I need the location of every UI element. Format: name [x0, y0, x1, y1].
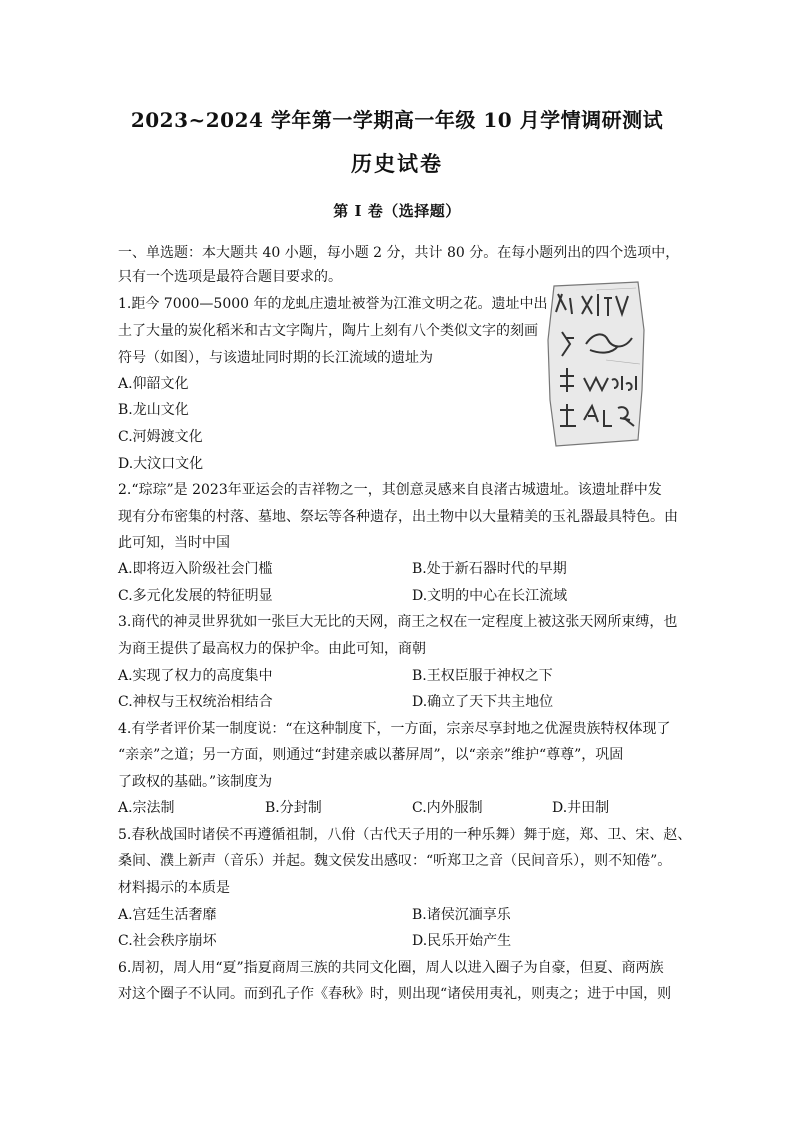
instructions-line-2: 只有一个选项是最符合题目要求的。: [118, 269, 342, 285]
q2-text-1: 2.“琮琮”是 2023年亚运会的吉祥物之一，其创意灵感来自良渚古城遗址。该遗址群中发: [118, 482, 662, 498]
q4-option-a: A.宗法制: [118, 800, 175, 816]
q5-option-c: C.社会秩序崩坏: [118, 933, 217, 949]
q4-option-b: B.分封制: [265, 800, 322, 816]
q5-option-b: B.诸侯沉湎享乐: [412, 907, 511, 923]
q2-option-a: A.即将迈入阶级社会门槛: [118, 561, 273, 577]
q2-option-c: C.多元化发展的特征明显: [118, 588, 273, 604]
q5-option-d: D.民乐开始产生: [412, 933, 512, 949]
q6-text-2: 对这个圈子不认同。而到孔子作《春秋》时，则出现“诸侯用夷礼，则夷之；进于中国，则: [118, 986, 672, 1002]
q3-option-a: A.实现了权力的高度集中: [118, 668, 273, 684]
q3-text-1: 3.商代的神灵世界犹如一张巨大无比的天网，商王之权在一定程度上被这张天网所束缚，也: [118, 614, 678, 630]
q2-text-3: 此可知，当时中国: [118, 535, 230, 551]
q5-text-3: 材料揭示的本质是: [118, 880, 230, 896]
q1-text-2: 土了大量的炭化稻米和古文字陶片，陶片上刻有八个类似文字的刻画: [118, 323, 538, 339]
q2-text-2: 现有分布密集的村落、墓地、祭坛等各种遗存，出土物中以大量精美的玉礼器最具特色。由: [118, 509, 678, 525]
q4-text-3: 了政权的基础。”该制度为: [118, 774, 273, 790]
q2-option-d: D.文明的中心在长江流域: [412, 588, 568, 604]
q3-option-d: D.确立了天下共主地位: [412, 694, 554, 710]
instructions-line-1: 一、单选题：本大题共 40 小题，每小题 2 分，共计 80 分。在每小题列出的四个选项中，: [118, 245, 680, 261]
section-title: 第 I 卷（选择题）: [333, 202, 461, 220]
q4-option-d: D.井田制: [552, 800, 610, 816]
q1-text-1: 1.距今 7000—5000 年的龙虬庄遗址被誉为江淮文明之花。遗址中出: [118, 296, 548, 312]
q3-option-b: B.王权臣服于神权之下: [412, 668, 553, 684]
q1-text-3: 符号（如图），与该遗址同时期的长江流域的遗址为: [118, 350, 433, 366]
q3-text-2: 为商王提供了最高权力的保护伞。由此可知，商朝: [118, 641, 426, 657]
q4-text-2: “亲亲”之道；另一方面，则通过“封建亲戚以蕃屏周”，以“亲亲”维护“尊尊”，巩固: [118, 747, 624, 763]
exam-title: 2023~2024 学年第一学期高一年级 10 月学情调研测试: [130, 108, 664, 132]
q5-text-1: 5.春秋战国时诸侯不再遵循祖制，八佾（古代天子用的一种乐舞）舞于庭，郑、卫、宋、赵、: [118, 827, 692, 843]
pottery-shard-figure: [546, 280, 646, 448]
q1-option-a: A.仰韶文化: [118, 376, 189, 392]
q5-option-a: A.宫廷生活奢靡: [118, 907, 217, 923]
q5-text-2: 桑间、濮上新声（音乐）并起。魏文侯发出感叹：“听郑卫之音（民间音乐），则不知倦”。: [118, 853, 672, 869]
q3-option-c: C.神权与王权统治相结合: [118, 694, 273, 710]
q4-text-1: 4.有学者评价某一制度说：“在这种制度下，一方面，宗亲尽享封地之优渥贵族特权体现了: [118, 721, 671, 737]
q1-option-c: C.河姆渡文化: [118, 429, 203, 445]
q1-option-b: B.龙山文化: [118, 402, 189, 418]
q2-option-b: B.处于新石器时代的早期: [412, 561, 567, 577]
subject-title: 历史试卷: [351, 151, 443, 176]
q6-text-1: 6.周初，周人用“夏”指夏商周三族的共同文化圈，周人以进入圈子为自豪，但夏、商两族: [118, 960, 664, 976]
q4-option-c: C.内外服制: [412, 800, 483, 816]
q1-option-d: D.大汶口文化: [118, 456, 204, 472]
